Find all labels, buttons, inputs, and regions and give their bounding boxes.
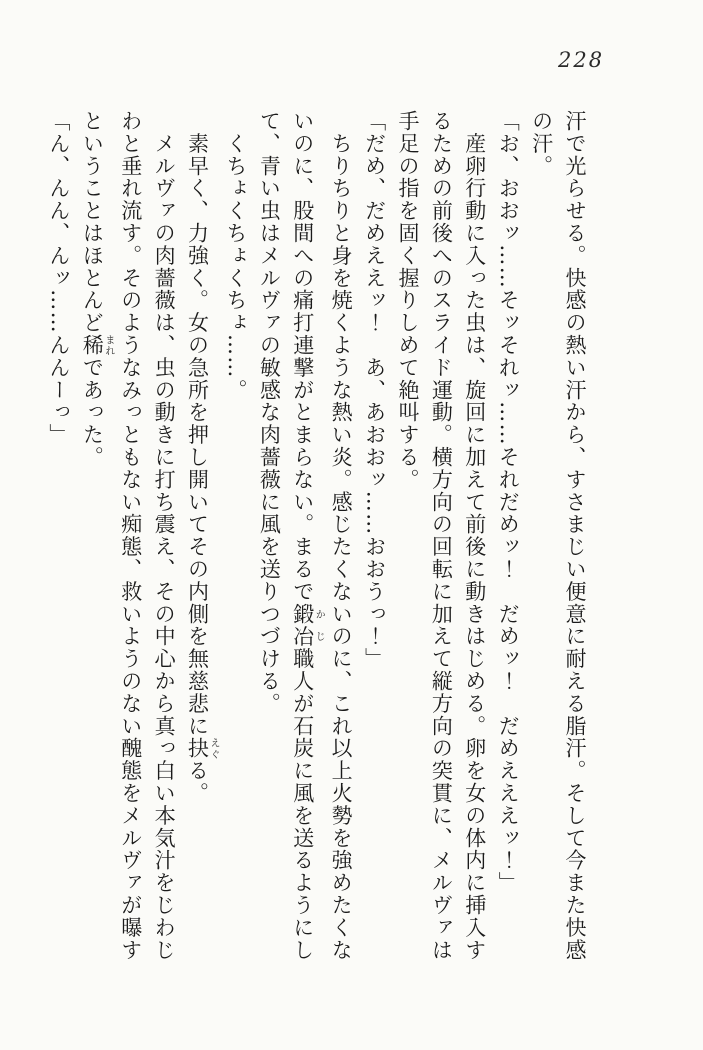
text-line: 「ん、んん、んッ……んんーっ」: [46, 110, 71, 446]
text-line: 「お、おおッ……そッそれッ……それだめッ！ だめッ！ だめえええッ！」: [496, 110, 521, 894]
text-line: くちょくちょくちょ……。: [223, 110, 248, 402]
text-line: 手足の指を固く握りしめて絶叫する。: [395, 110, 420, 491]
text-line: ちりちりと身を焼くような熱い炎。感じたくないのに、これ以上火勢を強めたくな: [329, 110, 354, 962]
text-line: るための前後へのスライド運動。横方向の回転に加えて縦方向の突貫に、メルヴァは: [429, 110, 454, 962]
ruby-annotated-word: 抉えぐ: [185, 737, 220, 760]
text-line: て、青い虫はメルヴァの敏感な肉薔薇に風を送りつづける。: [257, 110, 282, 715]
text-line: 産卵行動に入った虫は、旋回に加えて前後に動きはじめる。卵を女の体内に挿入す: [462, 110, 487, 962]
text-line: いのに、股間への痛打連撃がとまらない。まるで鍛冶かじ職人が石炭に風を送るようにし: [290, 110, 325, 962]
text-line: 「だめ、だめええッ！ あ、あおおッ……おおうっ！」: [362, 110, 387, 670]
text-line: わと垂れ流す。そのようなみっともない痴態、救いようのない醜態をメルヴァが曝す: [118, 110, 143, 962]
ruby-annotated-word: 鍛冶かじ: [290, 602, 325, 648]
text-line: の汗。: [529, 110, 554, 178]
page-number: 228: [558, 48, 605, 72]
text-line: メルヴァの肉薔薇は、虫の動きに打ち震え、その中心から真っ白い本気汁をじわじ: [152, 110, 177, 962]
text-line: ということはほとんど稀まれであった。: [80, 110, 114, 469]
ruby-annotated-word: 稀まれ: [80, 334, 114, 357]
text-line: 素早く、力強く。女の急所を押し開いてその内側を無慈悲に抉えぐる。: [185, 110, 220, 805]
text-block: [42, 110, 592, 976]
text-line: 汗で光らせる。快感の熱い汗から、すさまじい便意に耐える脂汗。そして今また快感: [563, 110, 587, 962]
